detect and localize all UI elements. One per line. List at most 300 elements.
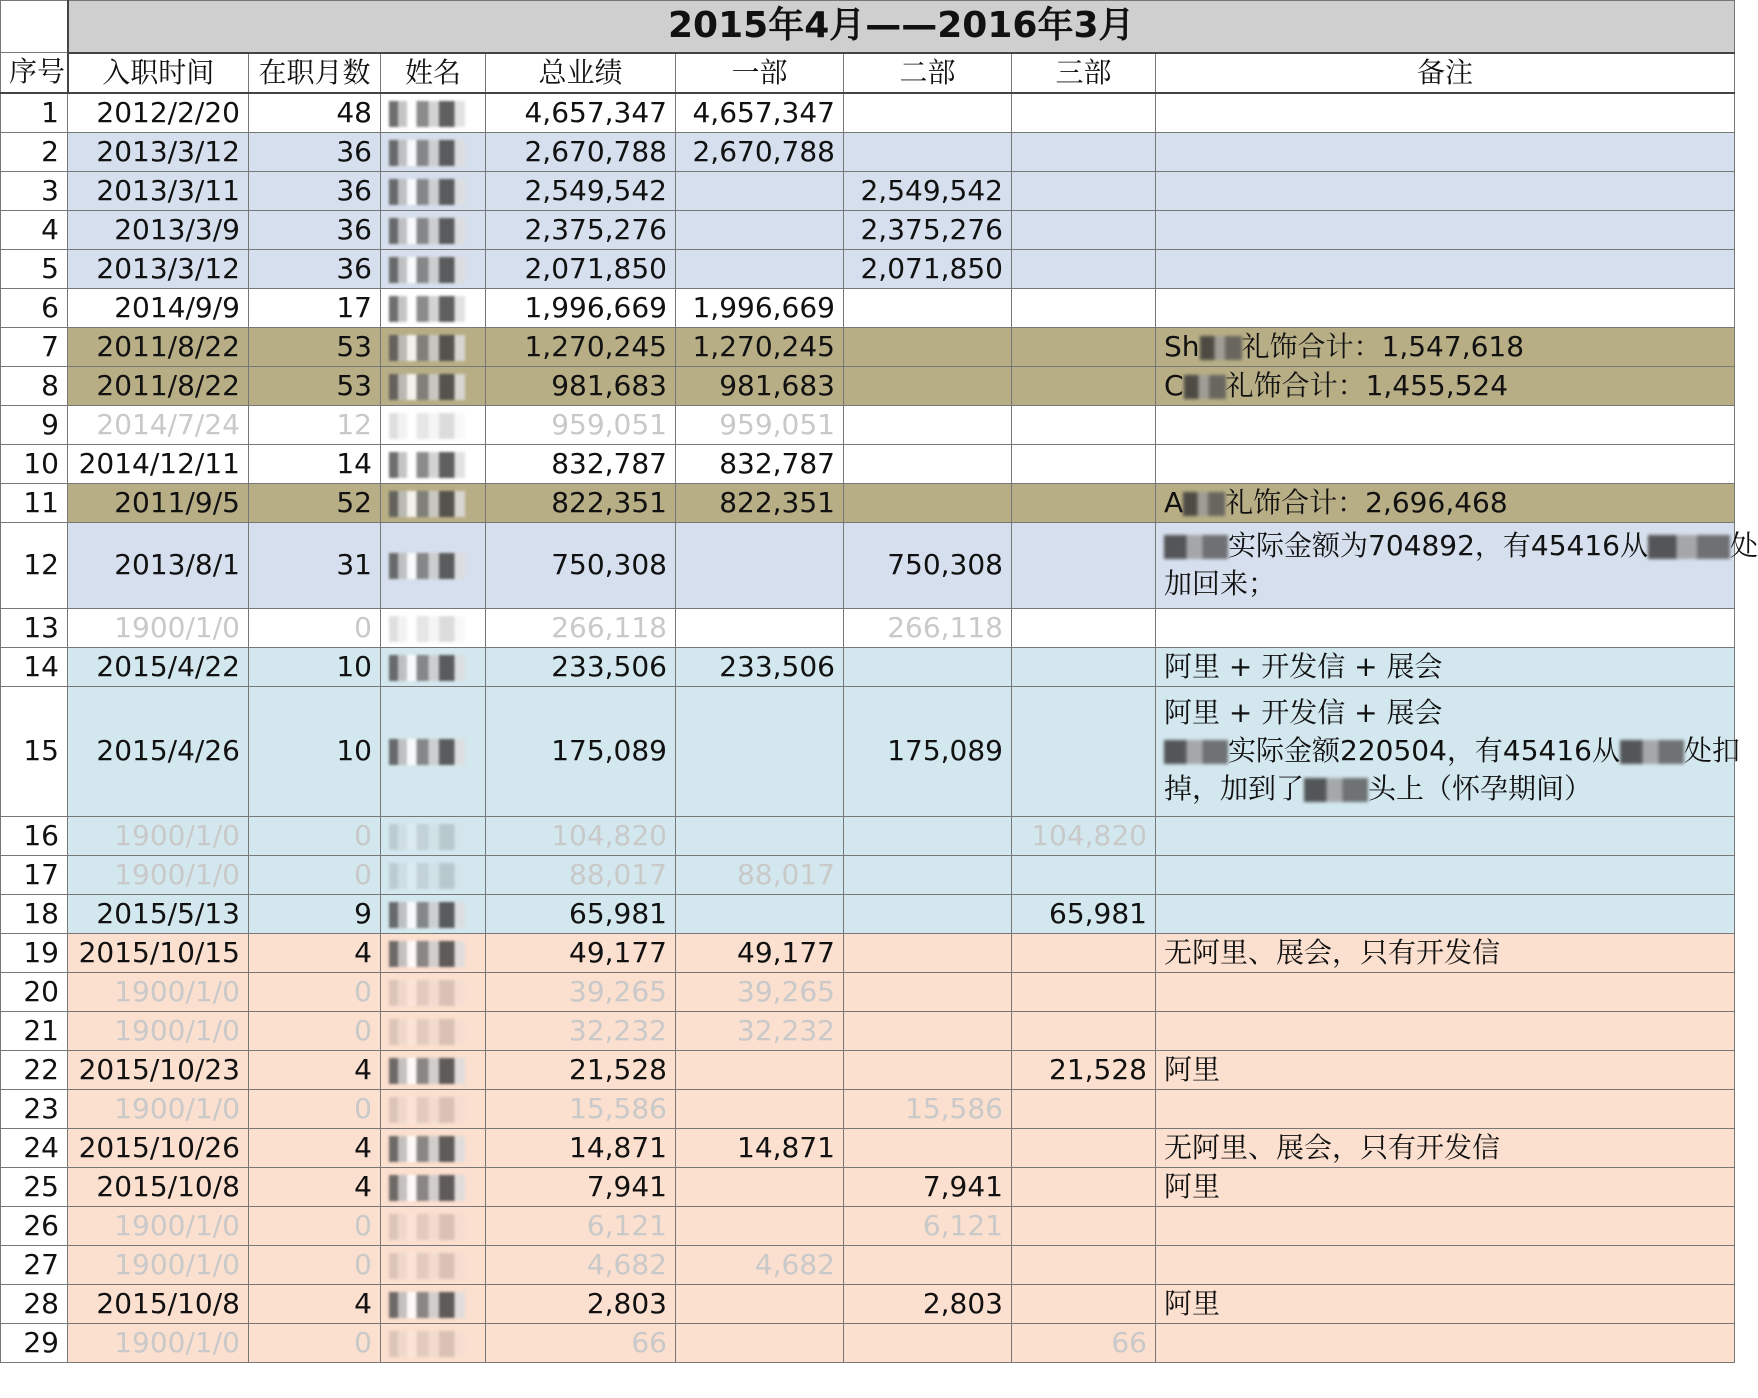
total-cell[interactable]: 750,308: [486, 522, 676, 608]
row-seq[interactable]: 7: [1, 327, 68, 366]
redacted-name: [389, 257, 465, 283]
hire-date-cell[interactable]: 1900/1/0: [68, 608, 249, 647]
dept2-cell[interactable]: [844, 327, 1012, 366]
months-cell[interactable]: 0: [249, 1206, 381, 1245]
dept2-cell[interactable]: [844, 132, 1012, 171]
dept1-cell[interactable]: [676, 1323, 844, 1362]
hire-date-cell[interactable]: 2011/9/5: [68, 483, 249, 522]
dept2-cell[interactable]: [844, 647, 1012, 686]
dept2-cell[interactable]: 6,121: [844, 1206, 1012, 1245]
months-cell[interactable]: 4: [249, 1128, 381, 1167]
header-total[interactable]: 总业绩: [486, 53, 676, 93]
row-seq[interactable]: 25: [1, 1167, 68, 1206]
total-cell[interactable]: 88,017: [486, 855, 676, 894]
hire-date-cell[interactable]: 2013/8/1: [68, 522, 249, 608]
months-cell[interactable]: 0: [249, 1011, 381, 1050]
total-cell[interactable]: 266,118: [486, 608, 676, 647]
dept2-cell[interactable]: 2,803: [844, 1284, 1012, 1323]
name-cell[interactable]: [381, 171, 486, 210]
months-cell[interactable]: 4: [249, 1050, 381, 1089]
row-seq[interactable]: 21: [1, 1011, 68, 1050]
note-cell[interactable]: [1156, 855, 1735, 894]
name-cell[interactable]: [381, 816, 486, 855]
table-row: [1, 894, 1735, 933]
row-seq[interactable]: 14: [1, 647, 68, 686]
header-seq[interactable]: 序号: [1, 53, 68, 93]
redacted-name: [389, 1175, 465, 1201]
row-seq[interactable]: 19: [1, 933, 68, 972]
dept1-cell[interactable]: 39,265: [676, 972, 844, 1011]
redacted-text: [1184, 375, 1226, 399]
row-seq[interactable]: 5: [1, 249, 68, 288]
dept3-cell[interactable]: [1012, 1206, 1156, 1245]
hire-date-cell[interactable]: 2015/10/23: [68, 1050, 249, 1089]
note-prefix: A: [1164, 485, 1184, 519]
dept2-cell[interactable]: [844, 93, 1012, 133]
hire-date-cell[interactable]: 2015/10/26: [68, 1128, 249, 1167]
name-cell[interactable]: [381, 366, 486, 405]
total-cell[interactable]: 15,586: [486, 1089, 676, 1128]
note-text: 处扣: [1683, 734, 1740, 767]
row-seq[interactable]: 29: [1, 1323, 68, 1362]
months-cell[interactable]: 0: [249, 1245, 381, 1284]
dept3-cell[interactable]: [1012, 933, 1156, 972]
note-cell[interactable]: [1156, 1323, 1735, 1362]
note-cell[interactable]: 阿里: [1156, 1284, 1735, 1323]
months-cell[interactable]: 0: [249, 972, 381, 1011]
note-cell[interactable]: [1156, 327, 1735, 366]
hire-date-cell[interactable]: 2013/3/12: [68, 132, 249, 171]
note-cell[interactable]: [1156, 1206, 1735, 1245]
dept1-cell[interactable]: 49,177: [676, 933, 844, 972]
dept3-cell[interactable]: 21,528: [1012, 1050, 1156, 1089]
redacted-name: [389, 824, 465, 850]
note-cell[interactable]: [1156, 608, 1735, 647]
dept2-cell[interactable]: 2,549,542: [844, 171, 1012, 210]
total-cell[interactable]: 4,657,347: [486, 93, 676, 133]
months-cell[interactable]: 36: [249, 132, 381, 171]
name-cell[interactable]: [381, 132, 486, 171]
redacted-name: [389, 452, 465, 478]
months-cell[interactable]: 0: [249, 816, 381, 855]
total-cell[interactable]: 959,051: [486, 405, 676, 444]
dept3-cell[interactable]: [1012, 249, 1156, 288]
dept1-cell[interactable]: [676, 1089, 844, 1128]
hire-date-cell[interactable]: 2013/3/11: [68, 171, 249, 210]
note-cell[interactable]: [1156, 1089, 1735, 1128]
note-cell[interactable]: [1156, 686, 1740, 816]
hire-date-cell[interactable]: 2015/5/13: [68, 894, 249, 933]
total-cell[interactable]: 49,177: [486, 933, 676, 972]
dept1-cell[interactable]: [676, 1284, 844, 1323]
corner-cell[interactable]: [1, 1, 68, 53]
note-cell[interactable]: [1156, 210, 1735, 249]
table-row: [1, 933, 1735, 972]
dept2-cell[interactable]: [844, 1050, 1012, 1089]
dept1-cell[interactable]: 1,996,669: [676, 288, 844, 327]
dept2-cell[interactable]: [844, 972, 1012, 1011]
note-cell[interactable]: [1156, 249, 1735, 288]
row-seq[interactable]: 6: [1, 288, 68, 327]
months-cell[interactable]: 4: [249, 1284, 381, 1323]
sheet-title[interactable]: 2015年4月——2016年3月: [68, 1, 1735, 53]
dept2-cell[interactable]: [844, 444, 1012, 483]
months-cell[interactable]: 48: [249, 93, 381, 133]
hire-date-cell[interactable]: 2013/3/9: [68, 210, 249, 249]
dept1-cell[interactable]: [676, 816, 844, 855]
total-cell[interactable]: 65,981: [486, 894, 676, 933]
months-cell[interactable]: 36: [249, 171, 381, 210]
months-cell[interactable]: 17: [249, 288, 381, 327]
dept3-cell[interactable]: [1012, 132, 1156, 171]
name-cell[interactable]: [381, 933, 486, 972]
redacted-name: [389, 140, 465, 166]
total-cell[interactable]: 2,071,850: [486, 249, 676, 288]
total-cell[interactable]: 14,871: [486, 1128, 676, 1167]
total-cell[interactable]: 832,787: [486, 444, 676, 483]
row-seq[interactable]: 1: [1, 93, 68, 133]
row-seq[interactable]: 4: [1, 210, 68, 249]
hire-date-cell[interactable]: 1900/1/0: [68, 855, 249, 894]
dept2-cell[interactable]: [844, 933, 1012, 972]
note-prefix: C: [1164, 368, 1184, 402]
row-seq[interactable]: 23: [1, 1089, 68, 1128]
dept3-cell[interactable]: [1012, 608, 1156, 647]
months-cell[interactable]: 4: [249, 933, 381, 972]
dept1-cell[interactable]: [676, 608, 844, 647]
row-seq[interactable]: 12: [1, 522, 68, 608]
hire-date-cell[interactable]: 2015/10/8: [68, 1284, 249, 1323]
months-cell[interactable]: 53: [249, 327, 381, 366]
total-cell[interactable]: 981,683: [486, 366, 676, 405]
note-cell[interactable]: [1156, 444, 1735, 483]
name-cell[interactable]: [381, 1128, 486, 1167]
note-cell[interactable]: [1156, 483, 1735, 522]
months-cell[interactable]: 0: [249, 608, 381, 647]
name-cell[interactable]: [381, 1323, 486, 1362]
dept2-cell[interactable]: 750,308: [844, 522, 1012, 608]
dept2-cell[interactable]: [844, 1011, 1012, 1050]
total-cell[interactable]: 32,232: [486, 1011, 676, 1050]
months-cell[interactable]: 36: [249, 249, 381, 288]
dept3-cell[interactable]: [1012, 327, 1156, 366]
name-cell[interactable]: [381, 483, 486, 522]
total-cell[interactable]: 39,265: [486, 972, 676, 1011]
dept1-cell[interactable]: [676, 522, 844, 608]
total-cell[interactable]: 2,375,276: [486, 210, 676, 249]
note-cell[interactable]: 无阿里、展会，只有开发信: [1156, 933, 1735, 972]
dept3-cell[interactable]: [1012, 405, 1156, 444]
row-seq[interactable]: 20: [1, 972, 68, 1011]
dept2-cell[interactable]: [844, 1128, 1012, 1167]
name-cell[interactable]: [381, 288, 486, 327]
dept3-cell[interactable]: [1012, 444, 1156, 483]
dept3-cell[interactable]: [1012, 210, 1156, 249]
hire-date-cell[interactable]: 1900/1/0: [68, 1206, 249, 1245]
dept3-cell[interactable]: [1012, 1167, 1156, 1206]
row-seq[interactable]: 9: [1, 405, 68, 444]
redacted-name: [389, 980, 465, 1006]
hire-date-cell[interactable]: 1900/1/0: [68, 1245, 249, 1284]
name-cell[interactable]: [381, 647, 486, 686]
total-cell[interactable]: 233,506: [486, 647, 676, 686]
note-cell[interactable]: [1156, 972, 1735, 1011]
redacted-name: [389, 941, 465, 967]
row-seq[interactable]: 28: [1, 1284, 68, 1323]
months-cell[interactable]: 4: [249, 1167, 381, 1206]
dept3-cell[interactable]: [1012, 686, 1156, 816]
dept2-cell[interactable]: [844, 483, 1012, 522]
table-row: [1, 1245, 1735, 1284]
name-cell[interactable]: [381, 1050, 486, 1089]
row-seq[interactable]: 22: [1, 1050, 68, 1089]
dept2-cell[interactable]: 175,089: [844, 686, 1012, 816]
row-seq[interactable]: 24: [1, 1128, 68, 1167]
header-dept3[interactable]: 三部: [1012, 53, 1156, 93]
hire-date-cell[interactable]: 2011/8/22: [68, 327, 249, 366]
dept1-cell[interactable]: 1,270,245: [676, 327, 844, 366]
name-cell[interactable]: [381, 894, 486, 933]
dept1-cell[interactable]: 832,787: [676, 444, 844, 483]
months-cell[interactable]: 0: [249, 855, 381, 894]
note-cell[interactable]: [1156, 1245, 1735, 1284]
redacted-name: [389, 413, 465, 439]
dept3-cell[interactable]: 66: [1012, 1323, 1156, 1362]
months-cell[interactable]: 36: [249, 210, 381, 249]
dept3-cell[interactable]: [1012, 972, 1156, 1011]
row-seq[interactable]: 16: [1, 816, 68, 855]
dept2-cell[interactable]: 2,071,850: [844, 249, 1012, 288]
header-hire-date[interactable]: 入职时间: [68, 53, 249, 93]
total-cell[interactable]: 6,121: [486, 1206, 676, 1245]
dept3-cell[interactable]: [1012, 1089, 1156, 1128]
dept1-cell[interactable]: [676, 1050, 844, 1089]
name-cell[interactable]: [381, 249, 486, 288]
note-cell[interactable]: [1156, 288, 1735, 327]
note-text: 礼饰合计：1,547,618: [1241, 329, 1525, 363]
total-cell[interactable]: 1,996,669: [486, 288, 676, 327]
dept2-cell[interactable]: [844, 855, 1012, 894]
months-cell[interactable]: 0: [249, 1323, 381, 1362]
name-cell[interactable]: [381, 686, 486, 816]
dept1-cell[interactable]: [676, 894, 844, 933]
dept1-cell[interactable]: 822,351: [676, 483, 844, 522]
name-cell[interactable]: [381, 93, 486, 133]
note-cell[interactable]: 阿里: [1156, 1167, 1735, 1206]
dept3-cell[interactable]: 104,820: [1012, 816, 1156, 855]
redacted-name: [389, 1253, 465, 1279]
hire-date-cell[interactable]: 2011/8/22: [68, 366, 249, 405]
hire-date-cell[interactable]: 2015/10/15: [68, 933, 249, 972]
total-cell[interactable]: 21,528: [486, 1050, 676, 1089]
months-cell[interactable]: 9: [249, 894, 381, 933]
dept1-cell[interactable]: [676, 210, 844, 249]
note-cell[interactable]: [1156, 1011, 1735, 1050]
note-cell[interactable]: [1156, 522, 1758, 608]
months-cell[interactable]: 10: [249, 647, 381, 686]
header-dept2[interactable]: 二部: [844, 53, 1012, 93]
redacted-name: [389, 296, 465, 322]
dept3-cell[interactable]: [1012, 855, 1156, 894]
dept3-cell[interactable]: [1012, 1128, 1156, 1167]
dept3-cell[interactable]: [1012, 1284, 1156, 1323]
header-note[interactable]: 备注: [1156, 53, 1735, 93]
row-seq[interactable]: 2: [1, 132, 68, 171]
note-cell[interactable]: [1156, 894, 1735, 933]
name-cell[interactable]: [381, 1245, 486, 1284]
dept1-cell[interactable]: 233,506: [676, 647, 844, 686]
table-row: [1, 1011, 1735, 1050]
row-seq[interactable]: 15: [1, 686, 68, 816]
hire-date-cell[interactable]: 2012/2/20: [68, 93, 249, 133]
note-cell[interactable]: 阿里: [1156, 1050, 1735, 1089]
table-row: [1, 1128, 1735, 1167]
dept2-cell[interactable]: 15,586: [844, 1089, 1012, 1128]
dept3-cell[interactable]: [1012, 1245, 1156, 1284]
dept2-cell[interactable]: [844, 1323, 1012, 1362]
note-cell[interactable]: [1156, 405, 1735, 444]
months-cell[interactable]: 0: [249, 1089, 381, 1128]
dept1-cell[interactable]: [676, 1167, 844, 1206]
hire-date-cell[interactable]: 2014/9/9: [68, 288, 249, 327]
dept1-cell[interactable]: 4,682: [676, 1245, 844, 1284]
row-seq[interactable]: 18: [1, 894, 68, 933]
total-cell[interactable]: 1,270,245: [486, 327, 676, 366]
table-row: [1, 972, 1735, 1011]
table-row: [1, 288, 1735, 327]
total-cell[interactable]: 2,670,788: [486, 132, 676, 171]
note-cell[interactable]: [1156, 93, 1735, 133]
dept3-cell[interactable]: [1012, 522, 1156, 608]
total-cell[interactable]: 66: [486, 1323, 676, 1362]
dept1-cell[interactable]: 959,051: [676, 405, 844, 444]
dept3-cell[interactable]: [1012, 1011, 1156, 1050]
note-cell[interactable]: [1156, 132, 1735, 171]
total-cell[interactable]: 4,682: [486, 1245, 676, 1284]
header-months[interactable]: 在职月数: [249, 53, 381, 93]
dept1-cell[interactable]: 88,017: [676, 855, 844, 894]
dept2-cell[interactable]: [844, 366, 1012, 405]
hire-date-cell[interactable]: 1900/1/0: [68, 1089, 249, 1128]
total-cell[interactable]: 104,820: [486, 816, 676, 855]
dept3-cell[interactable]: [1012, 288, 1156, 327]
hire-date-cell[interactable]: 1900/1/0: [68, 816, 249, 855]
name-cell[interactable]: [381, 522, 486, 608]
dept3-cell[interactable]: [1012, 366, 1156, 405]
dept2-cell[interactable]: [844, 816, 1012, 855]
dept2-cell[interactable]: [844, 1245, 1012, 1284]
redacted-name: [389, 374, 465, 400]
hire-date-cell[interactable]: 1900/1/0: [68, 1011, 249, 1050]
name-cell[interactable]: [381, 608, 486, 647]
dept1-cell[interactable]: 981,683: [676, 366, 844, 405]
dept1-cell[interactable]: 32,232: [676, 1011, 844, 1050]
name-cell[interactable]: [381, 855, 486, 894]
name-cell[interactable]: [381, 1167, 486, 1206]
dept2-cell[interactable]: 266,118: [844, 608, 1012, 647]
table-row: [1, 1206, 1735, 1245]
dept1-cell[interactable]: [676, 249, 844, 288]
note-cell[interactable]: [1156, 366, 1735, 405]
redacted-name: [389, 335, 465, 361]
dept2-cell[interactable]: 7,941: [844, 1167, 1012, 1206]
months-cell[interactable]: 31: [249, 522, 381, 608]
row-seq[interactable]: 17: [1, 855, 68, 894]
row-seq[interactable]: 26: [1, 1206, 68, 1245]
dept2-cell[interactable]: [844, 405, 1012, 444]
note-cell[interactable]: [1156, 816, 1735, 855]
total-cell[interactable]: 2,803: [486, 1284, 676, 1323]
dept3-cell[interactable]: [1012, 93, 1156, 133]
months-cell[interactable]: 14: [249, 444, 381, 483]
name-cell[interactable]: [381, 327, 486, 366]
hire-date-cell[interactable]: 2014/7/24: [68, 405, 249, 444]
header-name[interactable]: 姓名: [381, 53, 486, 93]
redacted-text: [1164, 535, 1228, 559]
months-cell[interactable]: 12: [249, 405, 381, 444]
name-cell[interactable]: [381, 444, 486, 483]
note-prefix: Sh: [1164, 329, 1200, 363]
dept3-cell[interactable]: [1012, 171, 1156, 210]
dept3-cell[interactable]: [1012, 483, 1156, 522]
dept1-cell[interactable]: [676, 1206, 844, 1245]
row-seq[interactable]: 13: [1, 608, 68, 647]
months-cell[interactable]: 10: [249, 686, 381, 816]
row-seq[interactable]: 27: [1, 1245, 68, 1284]
dept1-cell[interactable]: 14,871: [676, 1128, 844, 1167]
row-seq[interactable]: 10: [1, 444, 68, 483]
dept3-cell[interactable]: [1012, 647, 1156, 686]
months-cell[interactable]: 53: [249, 366, 381, 405]
note-cell[interactable]: 阿里 + 开发信 + 展会: [1156, 647, 1735, 686]
dept1-cell[interactable]: [676, 171, 844, 210]
note-cell[interactable]: 无阿里、展会，只有开发信: [1156, 1128, 1735, 1167]
total-cell[interactable]: 822,351: [486, 483, 676, 522]
dept1-cell[interactable]: 2,670,788: [676, 132, 844, 171]
total-cell[interactable]: 2,549,542: [486, 171, 676, 210]
dept2-cell[interactable]: 2,375,276: [844, 210, 1012, 249]
hire-date-cell[interactable]: 2013/3/12: [68, 249, 249, 288]
name-cell[interactable]: [381, 1284, 486, 1323]
hire-date-cell[interactable]: 2015/10/8: [68, 1167, 249, 1206]
name-cell[interactable]: [381, 210, 486, 249]
note-cell[interactable]: [1156, 171, 1735, 210]
row-seq[interactable]: 3: [1, 171, 68, 210]
name-cell[interactable]: [381, 1089, 486, 1128]
name-cell[interactable]: [381, 1011, 486, 1050]
total-cell[interactable]: 7,941: [486, 1167, 676, 1206]
dept1-cell[interactable]: 4,657,347: [676, 93, 844, 133]
dept2-cell[interactable]: [844, 288, 1012, 327]
hire-date-cell[interactable]: 1900/1/0: [68, 1323, 249, 1362]
redacted-name: [389, 1292, 465, 1318]
total-cell[interactable]: 175,089: [486, 686, 676, 816]
dept2-cell[interactable]: [844, 894, 1012, 933]
header-dept1[interactable]: 一部: [676, 53, 844, 93]
name-cell[interactable]: [381, 972, 486, 1011]
row-seq[interactable]: 11: [1, 483, 68, 522]
months-cell[interactable]: 52: [249, 483, 381, 522]
dept1-cell[interactable]: [676, 686, 844, 816]
hire-date-cell[interactable]: 2015/4/22: [68, 647, 249, 686]
hire-date-cell[interactable]: 1900/1/0: [68, 972, 249, 1011]
hire-date-cell[interactable]: 2014/12/11: [68, 444, 249, 483]
name-cell[interactable]: [381, 1206, 486, 1245]
row-seq[interactable]: 8: [1, 366, 68, 405]
hire-date-cell[interactable]: 2015/4/26: [68, 686, 249, 816]
dept3-cell[interactable]: 65,981: [1012, 894, 1156, 933]
name-cell[interactable]: [381, 405, 486, 444]
